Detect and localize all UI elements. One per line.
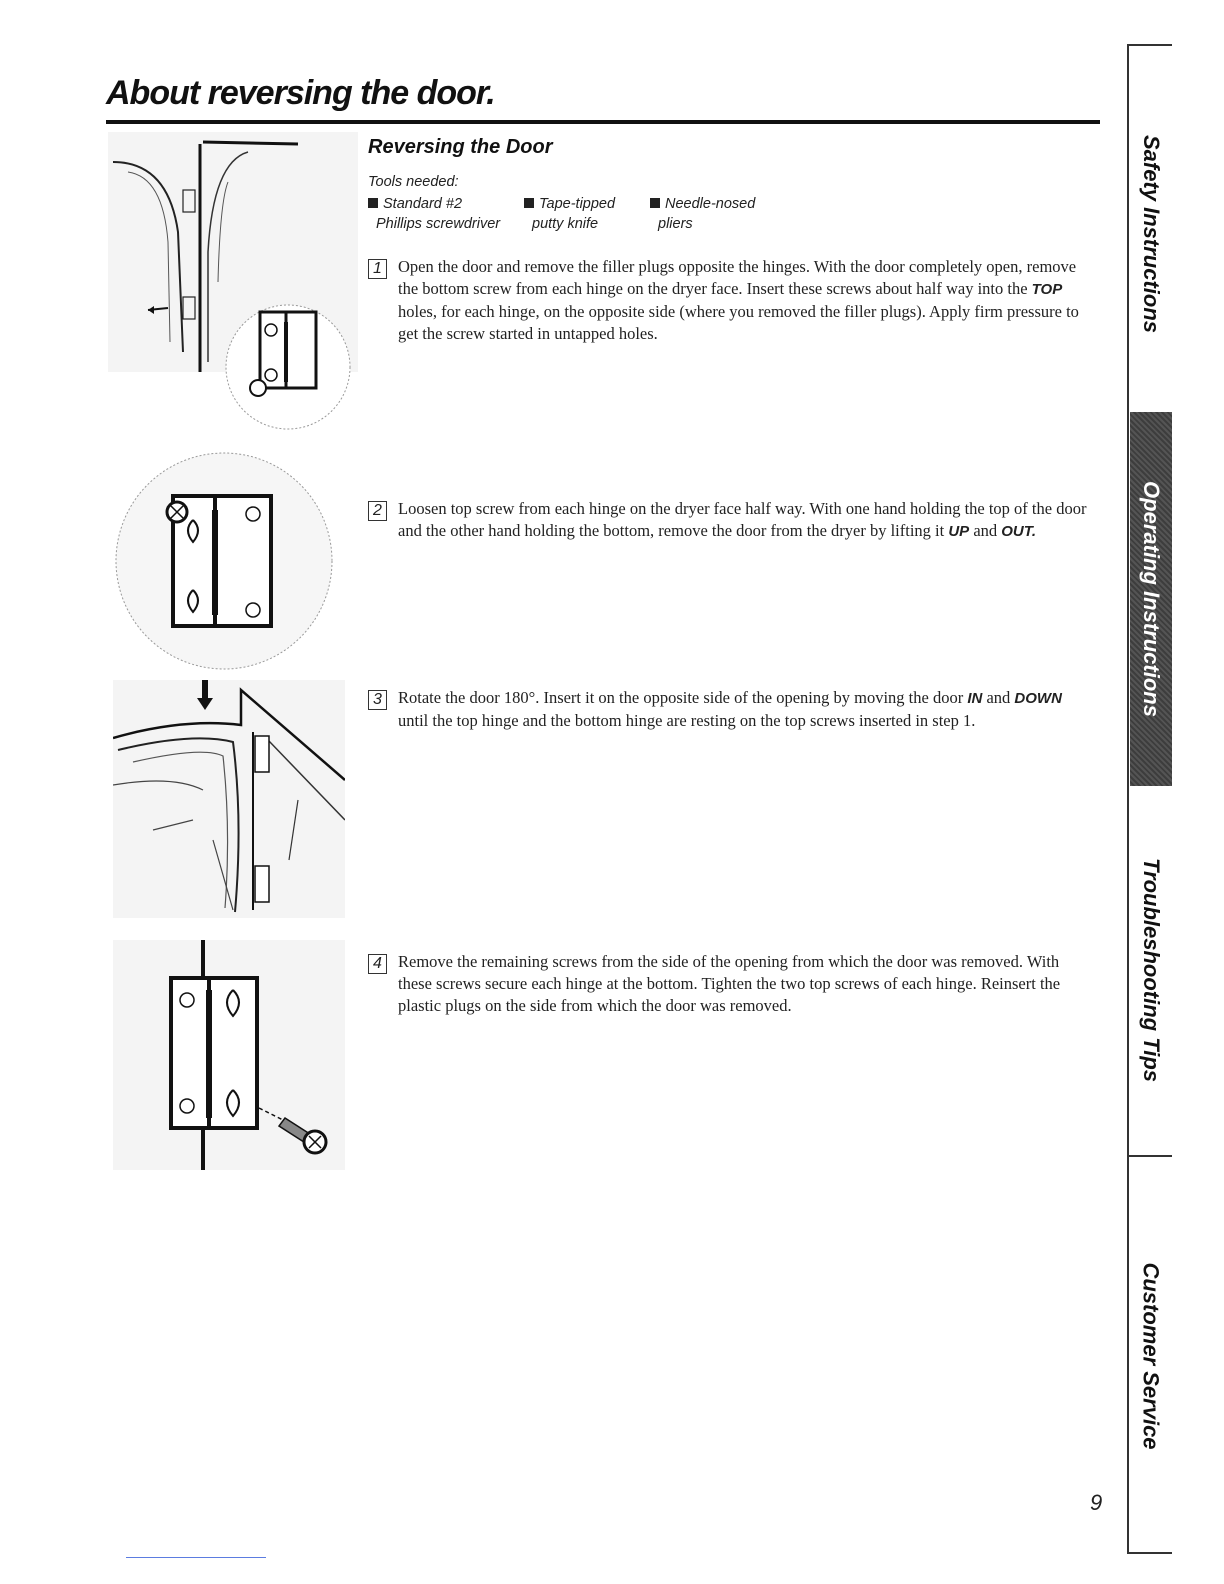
step-text: Remove the remaining screws from the side of the opening from which the door was removed. With these screws secure each hinge at the bottom. Tighten the two top screws of each hinge. Reinsert the plastic plugs on the side from which the door was removed. [398,952,1061,1015]
step-text: Loosen top screw from each hinge on the dryer face half way. With one hand holding the top of the door and the other hand holding the bottom, remove the door from the dryer by lifting it UP and OUT. [398,499,1087,540]
step-2 [368,498,1092,543]
tool-item [368,194,500,234]
tab-label: Safety Instructions [1139,134,1165,334]
tab-label: Customer Service [1139,1262,1164,1450]
bullet-icon [524,198,534,208]
tab-operating-instructions[interactable] [1130,412,1172,786]
step-number: 2 [368,501,387,521]
tool-item [650,194,755,234]
tabs-rule-top [1127,44,1172,46]
hinge-closeup-illustration [113,450,335,672]
step-number: 4 [368,954,387,974]
tab-separator [1127,1155,1172,1157]
tool-name: Tape-tipped [539,196,616,212]
step-text: Rotate the door 180°. Insert it on the opposite side of the opening by moving the door IN and DOWN until the top hinge and the bottom hinge are resting on the top screws inserted in step 1. [398,688,1062,730]
hinge-screw-illustration [113,940,345,1170]
step-1 [368,256,1092,345]
step-3 [368,687,1092,732]
title-rule [106,120,1100,124]
tools-label: Tools needed: [368,174,459,190]
tabs-divider [1127,44,1129,1554]
tab-label: Operating Instructions [1139,481,1165,717]
tool-name: Standard #2 [383,196,463,212]
step-number: 3 [368,690,387,710]
tool-detail: pliers [658,216,693,232]
tab-troubleshooting-tips[interactable] [1130,790,1172,1150]
bullet-icon [368,198,378,208]
section-heading: Reversing the Door [368,136,553,158]
page-title: About reversing the door. [106,74,495,112]
tool-name: Needle-nosed [665,196,756,212]
tool-item [524,194,615,234]
tab-label: Troubleshooting Tips [1139,857,1165,1083]
bullet-icon [650,198,660,208]
step-number: 1 [368,259,387,279]
bottom-rule [126,1557,266,1558]
door-rotate-illustration [113,680,345,918]
tab-customer-service[interactable] [1130,1164,1172,1548]
tabs-rule-bottom [1127,1552,1172,1554]
step-text: Open the door and remove the filler plugs opposite the hinges. With the door completely open, remove the bottom screw from each hinge on the dryer face. Insert these screws about half way into the TOP holes, for each hinge, on the opposite side (where you removed the filler plugs). Apply firm pressure to get the screw started in untapped holes. [398,257,1079,343]
door-hinge-illustration-1 [108,132,358,432]
page-number: 9 [1090,1490,1103,1515]
tab-safety-instructions[interactable] [1130,56,1172,412]
step-4 [368,951,1092,1017]
tools-needed [368,172,756,232]
tool-detail: Phillips screwdriver [376,216,501,232]
tool-detail: putty knife [532,216,599,232]
